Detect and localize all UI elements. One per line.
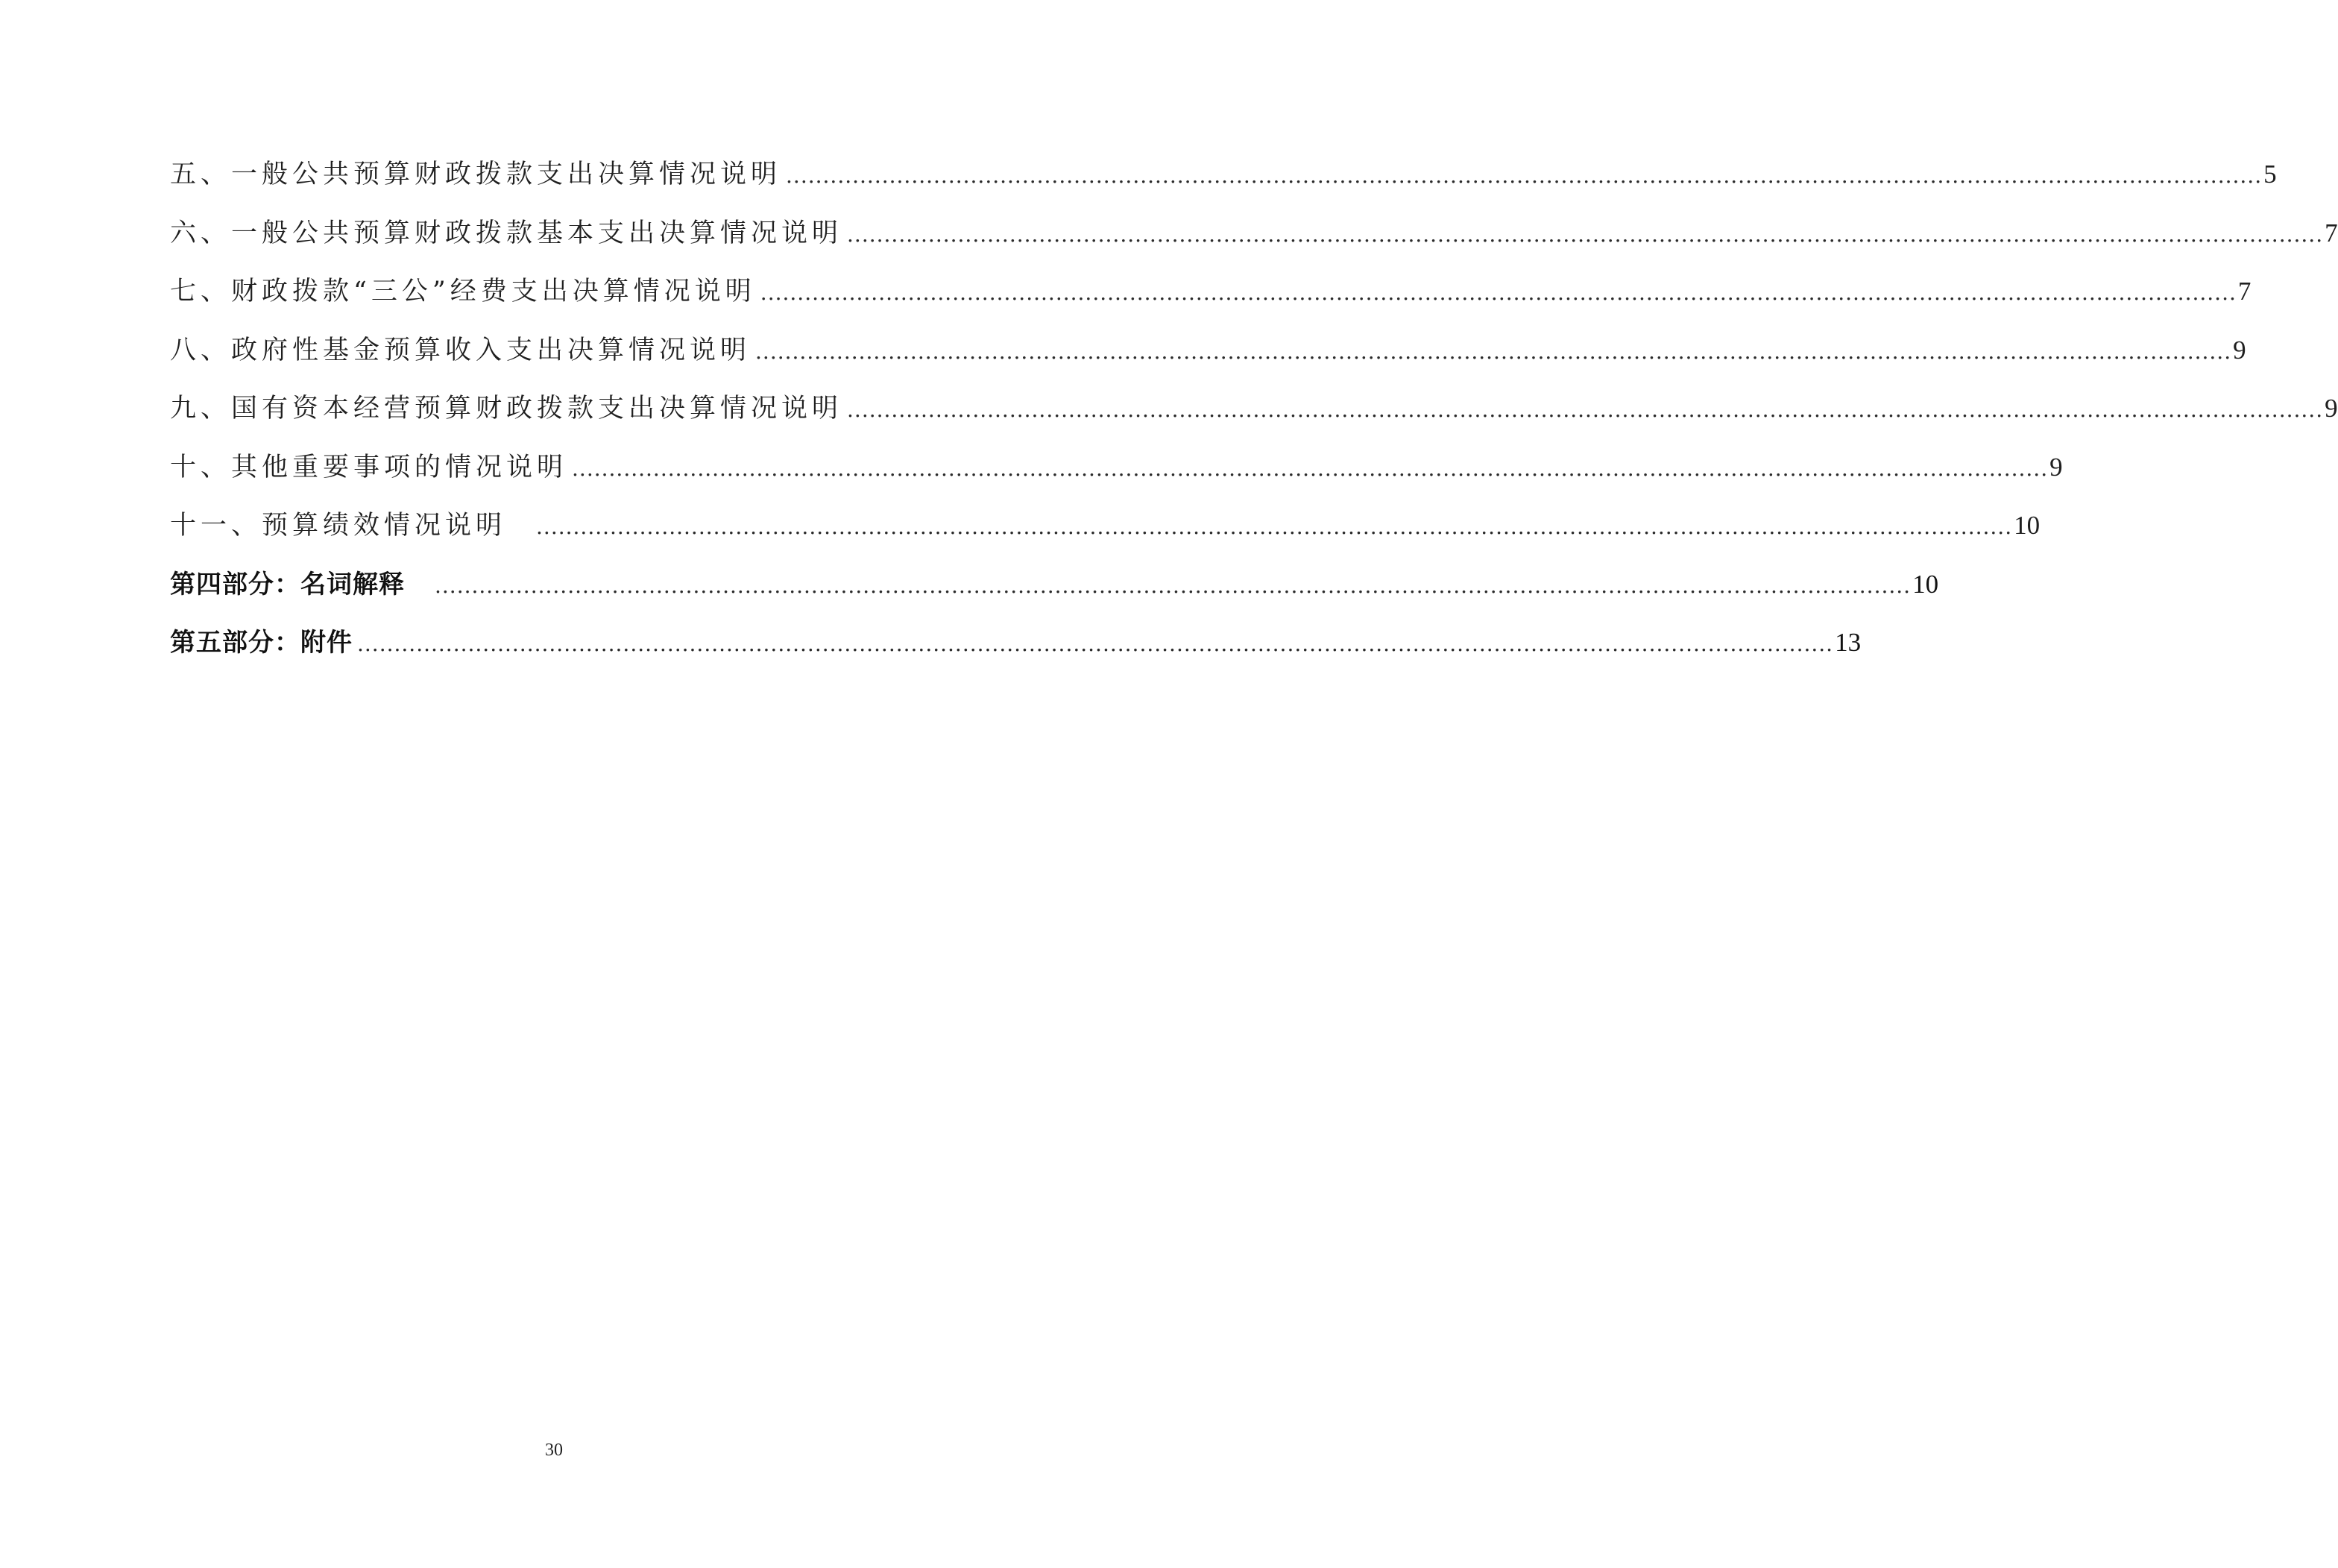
toc-entry-9	[170, 380, 2338, 438]
page-number: 30	[545, 1441, 563, 1460]
toc-entry-page: 13	[1835, 628, 1862, 657]
toc-entry-page: 7	[2325, 218, 2338, 248]
toc-entry-part-4	[170, 555, 1939, 614]
toc-entry-page: 9	[2325, 394, 2338, 423]
toc-dot-leader: ........................................................................................................................................................................................................	[536, 514, 2013, 539]
toc-entry-label: 六、一般公共预算财政拨款基本支出决算情况说明	[170, 218, 843, 248]
toc-entry-5	[170, 145, 2277, 204]
toc-dot-leader: ........................................................................................................................................................................................................	[786, 163, 2263, 188]
toc-dot-leader: ........................................................................................................................................................................................................	[760, 280, 2237, 305]
toc-entry-label: 第五部分：附件	[170, 628, 353, 658]
toc-entry-label: 十、其他重要事项的情况说明	[170, 452, 568, 482]
toc-dot-leader: ........................................................................................................................................................................................................	[755, 339, 2232, 364]
toc-entry-page: 10	[2014, 511, 2041, 540]
toc-entry-part-5	[170, 614, 1862, 673]
toc-entry-label: 九、国有资本经营预算财政拨款支出决算情况说明	[170, 394, 843, 424]
toc-entry-page: 9	[2049, 452, 2063, 482]
toc-dot-leader: ........................................................................................................................................................................................................	[435, 573, 1912, 598]
toc-entry-7	[170, 262, 2252, 321]
table-of-contents	[170, 145, 2338, 673]
toc-entry-label: 八、政府性基金预算收入支出决算情况说明	[170, 335, 752, 365]
toc-dot-leader: ........................................................................................................................................................................................................	[847, 221, 2324, 247]
toc-entry-11	[170, 497, 2041, 555]
toc-entry-label: 七、财政拨款“三公”经费支出决算情况说明	[170, 277, 756, 306]
toc-dot-leader: ........................................................................................................................................................................................................	[572, 456, 2049, 481]
toc-entry-page: 10	[1912, 569, 1939, 599]
toc-entry-label: 十一、预算绩效情况说明	[170, 511, 507, 541]
toc-entry-label: 第四部分：名词解释	[170, 569, 405, 599]
toc-entry-page: 5	[2263, 160, 2277, 189]
toc-entry-6	[170, 204, 2338, 263]
toc-entry-page: 9	[2233, 335, 2246, 365]
toc-entry-8	[170, 321, 2246, 380]
toc-entry-10	[170, 438, 2063, 497]
toc-dot-leader: ........................................................................................................................................................................................................	[357, 632, 1834, 656]
toc-entry-page: 7	[2237, 277, 2252, 306]
toc-entry-label: 五、一般公共预算财政拨款支出决算情况说明	[170, 160, 782, 189]
toc-dot-leader: ........................................................................................................................................................................................................	[847, 397, 2324, 422]
